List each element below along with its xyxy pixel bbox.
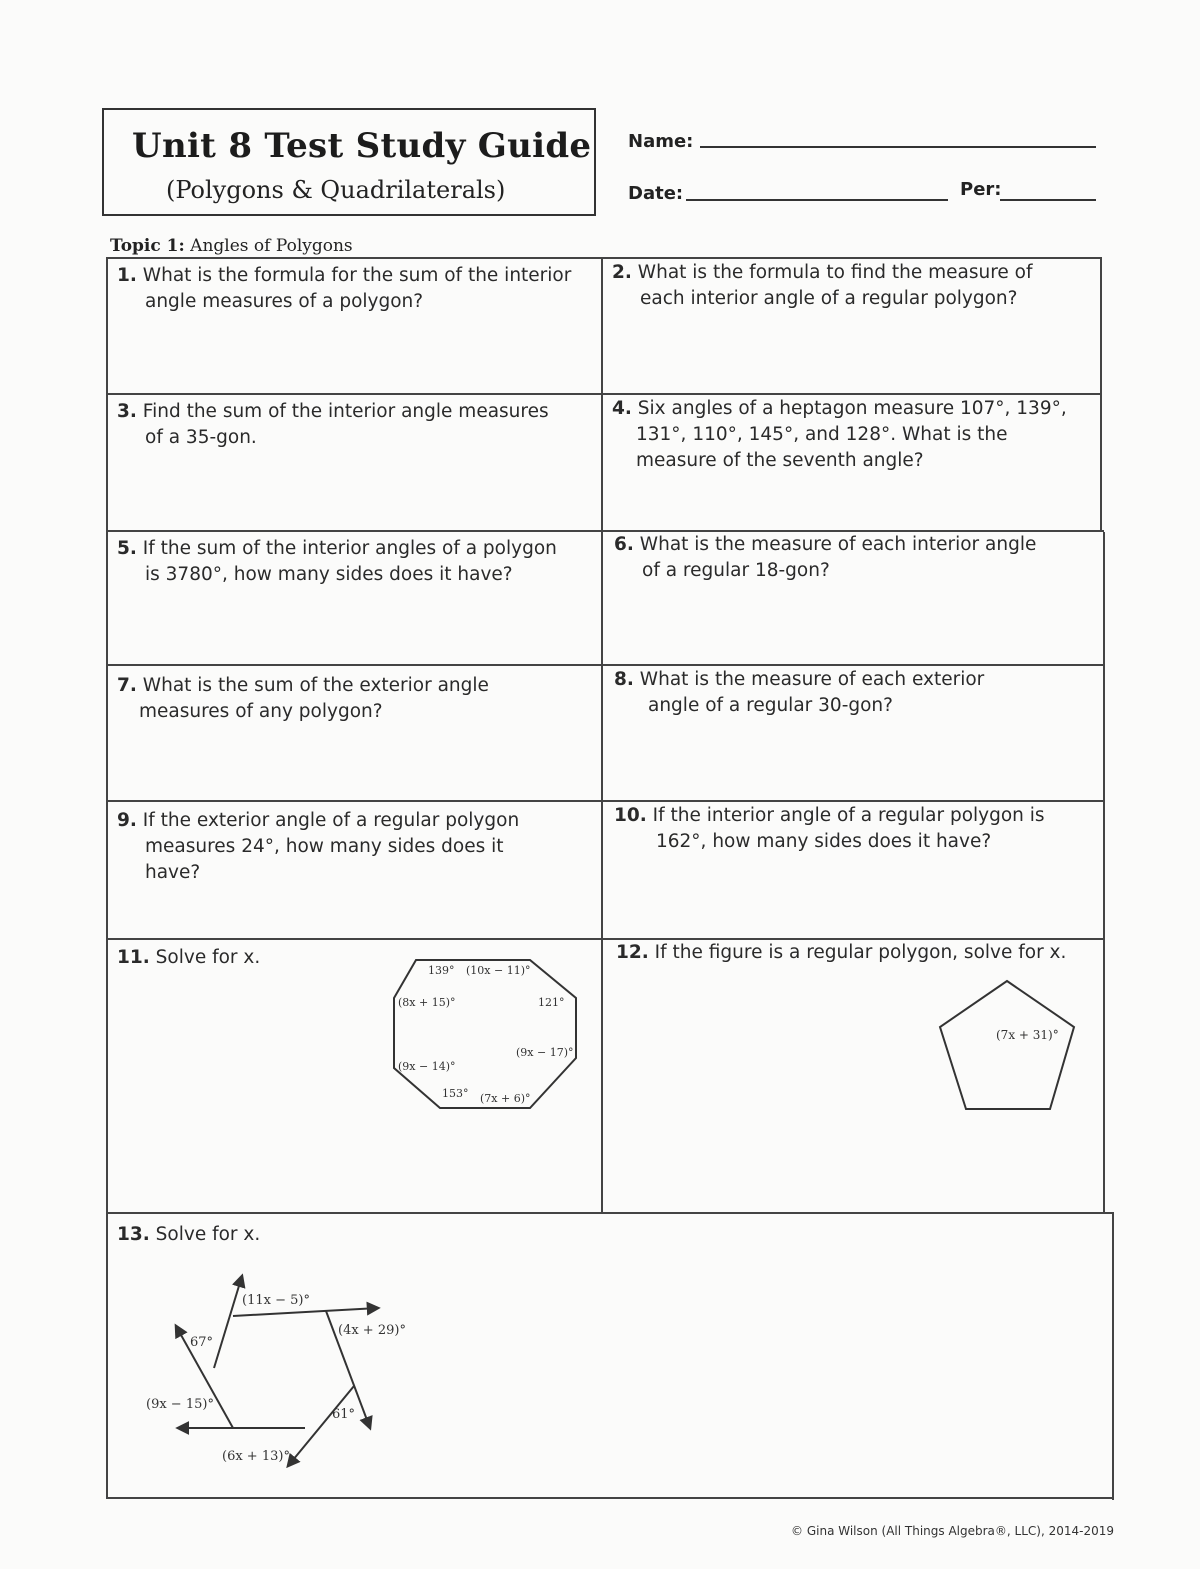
question-7: 7. What is the sum of the exterior angle measures of any polygon? xyxy=(117,675,489,722)
fig11-label-2: (10x − 11)° xyxy=(466,964,531,977)
question-11: 11. Solve for x. xyxy=(117,947,261,968)
page-subtitle: (Polygons & Quadrilaterals) xyxy=(166,176,506,204)
grid-middle xyxy=(601,257,603,1212)
fig11-label-3: (8x + 15)° xyxy=(398,996,456,1009)
fig13-label-4: (9x − 15)° xyxy=(146,1397,214,1412)
name-label: Name: xyxy=(628,131,694,152)
fig11-label-7: 153° xyxy=(442,1087,469,1100)
fig13-ray-top xyxy=(233,1308,378,1316)
question-13: 13. Solve for x. xyxy=(117,1224,261,1245)
pentagon-shape xyxy=(940,981,1074,1109)
question-8: 8. What is the measure of each exterior angle of a regular 30-gon? xyxy=(614,669,985,716)
topic-name: Angles of Polygons xyxy=(190,236,353,256)
question-10: 10. If the interior angle of a regular polygon is 162°, how many sides does it have? xyxy=(614,805,1045,852)
date-label: Date: xyxy=(628,183,684,204)
question-2: 2. What is the formula to find the measure of each interior angle of a regular polygon? xyxy=(612,262,1033,309)
grid-bottom xyxy=(106,1497,1114,1499)
grid-row-6 xyxy=(106,1212,1114,1214)
fig12-label: (7x + 31)° xyxy=(996,1028,1059,1042)
grid-row-1 xyxy=(106,393,1101,395)
fig11-label-4: 121° xyxy=(538,996,565,1009)
name-field[interactable] xyxy=(700,146,1096,148)
grid-right-2 xyxy=(1103,532,1105,1212)
per-label: Per: xyxy=(960,179,1002,200)
figure-12-pentagon xyxy=(932,975,1082,1120)
grid-left xyxy=(106,257,108,1499)
fig13-label-6: (6x + 13)° xyxy=(222,1449,290,1464)
octagon-shape xyxy=(394,960,576,1108)
topic-prefix: Topic 1: xyxy=(110,236,185,256)
fig11-label-8: (7x + 6)° xyxy=(480,1092,531,1105)
fig11-label-1: 139° xyxy=(428,964,455,977)
question-6: 6. What is the measure of each interior angle of a regular 18-gon? xyxy=(614,534,1037,581)
fig13-ray-upper-left xyxy=(214,1276,242,1368)
question-5: 5. If the sum of the interior angles of a polygon is 3780°, how many sides does it have? xyxy=(117,538,557,585)
question-1: 1. What is the formula for the sum of the interior angle measures of a polygon? xyxy=(117,265,572,312)
page-title: Unit 8 Test Study Guide xyxy=(132,126,592,166)
title-box xyxy=(102,108,596,216)
copyright-footer: © Gina Wilson (All Things Algebra®, LLC), 2014-2019 xyxy=(791,1524,1114,1538)
question-4: 4. Six angles of a heptagon measure 107°, 139°, 131°, 110°, 145°, and 128°. What is the measure of the seventh angle? xyxy=(612,398,1067,471)
question-3: 3. Find the sum of the interior angle measures of a 35-gon. xyxy=(117,401,549,448)
figure-13-hexagon xyxy=(130,1268,430,1478)
period-field[interactable] xyxy=(1000,199,1096,201)
fig13-label-1: (11x − 5)° xyxy=(242,1293,310,1308)
grid-top xyxy=(106,257,1101,259)
date-field[interactable] xyxy=(686,199,948,201)
grid-row-3 xyxy=(106,664,1104,666)
fig13-label-3: 67° xyxy=(190,1335,214,1350)
fig13-ray-bottom-right xyxy=(288,1386,354,1466)
fig11-label-5: (9x − 17)° xyxy=(516,1046,574,1059)
grid-right-3 xyxy=(1112,1212,1114,1500)
grid-row-4 xyxy=(106,800,1104,802)
question-9: 9. If the exterior angle of a regular polygon measures 24°, how many sides does it have? xyxy=(117,810,520,883)
question-12: 12. If the figure is a regular polygon, solve for x. xyxy=(616,942,1067,963)
fig13-label-5: 61° xyxy=(332,1407,356,1422)
fig13-label-2: (4x + 29)° xyxy=(338,1323,406,1338)
topic-heading xyxy=(110,236,353,256)
fig11-label-6: (9x − 14)° xyxy=(398,1060,456,1073)
figure-11-octagon xyxy=(380,950,590,1115)
